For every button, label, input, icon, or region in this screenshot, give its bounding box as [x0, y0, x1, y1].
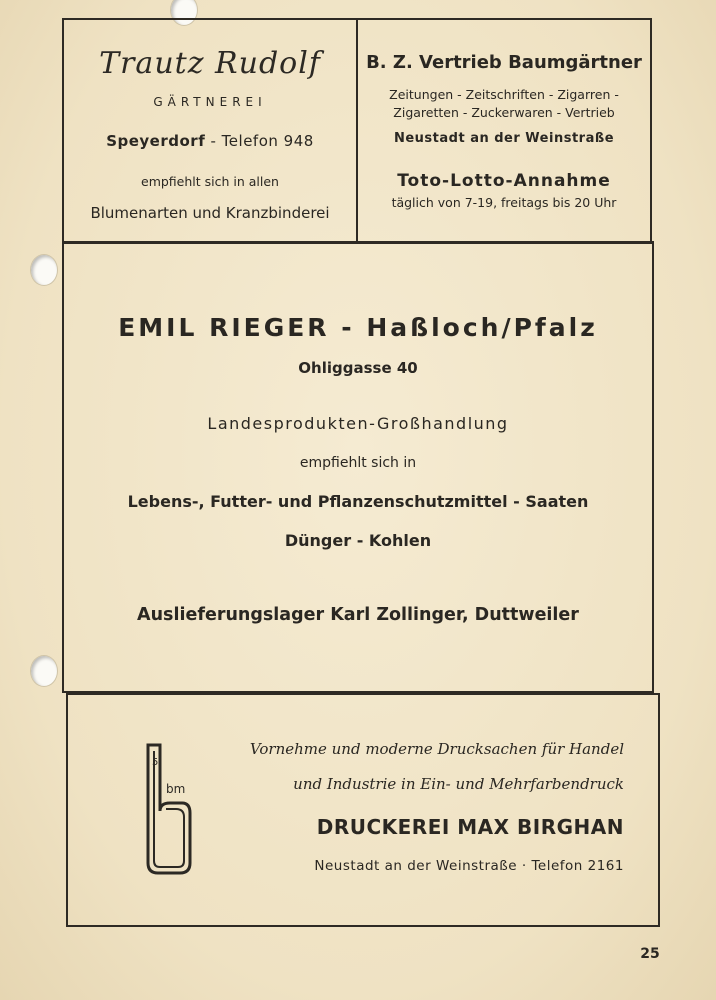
ad-rieger-line1: Landesprodukten-Großhandlung [207, 414, 509, 433]
ad-rieger-line2: empfiehlt sich in [299, 455, 417, 471]
ad-gaertnerei-phone: - Telefon 948 [210, 132, 314, 150]
ad-vertrieb [356, 18, 652, 244]
ad-rieger [62, 241, 654, 693]
ad-druckerei-address: Neustadt an der Weinstraße · Telefon 2161 [314, 858, 624, 874]
ad-gaertnerei-line2: Blumenarten und Kranzbinderei [90, 204, 330, 222]
ad-druckerei-line1: Vornehme und moderne Drucksachen für Handel [249, 740, 624, 758]
ad-rieger-address: Ohliggasse 40 [298, 359, 418, 377]
ad-gaertnerei-name: Trautz Rudolf [99, 46, 321, 81]
ad-gaertnerei-contact [64, 132, 356, 150]
svg-text:5: 5 [152, 757, 159, 768]
ad-vertrieb-hours: täglich von 7-19, freitags bis 20 Uhr [391, 195, 617, 210]
ad-druckerei-line2: und Industrie in Ein- und Mehrfarbendruck [293, 775, 624, 793]
ad-rieger-name: EMIL RIEGER - Haßloch/Pfalz [118, 313, 598, 342]
ad-rieger-line3: Lebens-, Futter- und Pflanzenschutzmittel - Saaten [127, 492, 589, 511]
druckerei-logo-letters: bm [166, 782, 186, 796]
ad-rieger-line4: Dünger - Kohlen [284, 531, 432, 550]
ad-gaertnerei [62, 18, 358, 244]
punch-hole-bottom [30, 655, 58, 687]
ad-vertrieb-toto: Toto-Lotto-Annahme [397, 171, 611, 191]
ad-gaertnerei-place: Speyerdorf [106, 132, 206, 150]
ad-vertrieb-name: B. Z. Vertrieb Baumgärtner [366, 52, 642, 73]
ad-druckerei-name: DRUCKEREI MAX BIRGHAN [316, 815, 624, 839]
ad-gaertnerei-business: GÄRTNEREI [153, 95, 267, 109]
druckerei-logo [138, 741, 198, 877]
ad-rieger-line5: Auslieferungslager Karl Zollinger, Duttweiler [137, 605, 579, 625]
ad-druckerei [66, 693, 660, 927]
ad-gaertnerei-line1: empfiehlt sich in allen [141, 174, 279, 189]
ad-vertrieb-location: Neustadt an der Weinstraße [393, 131, 615, 146]
ad-vertrieb-line1: Zeitungen - Zeitschriften - Zigarren - [389, 87, 619, 102]
punch-hole-middle [30, 254, 58, 286]
ad-vertrieb-line2: Zigaretten - Zuckerwaren - Vertrieb [393, 105, 615, 120]
page-number: 25 [640, 946, 660, 962]
